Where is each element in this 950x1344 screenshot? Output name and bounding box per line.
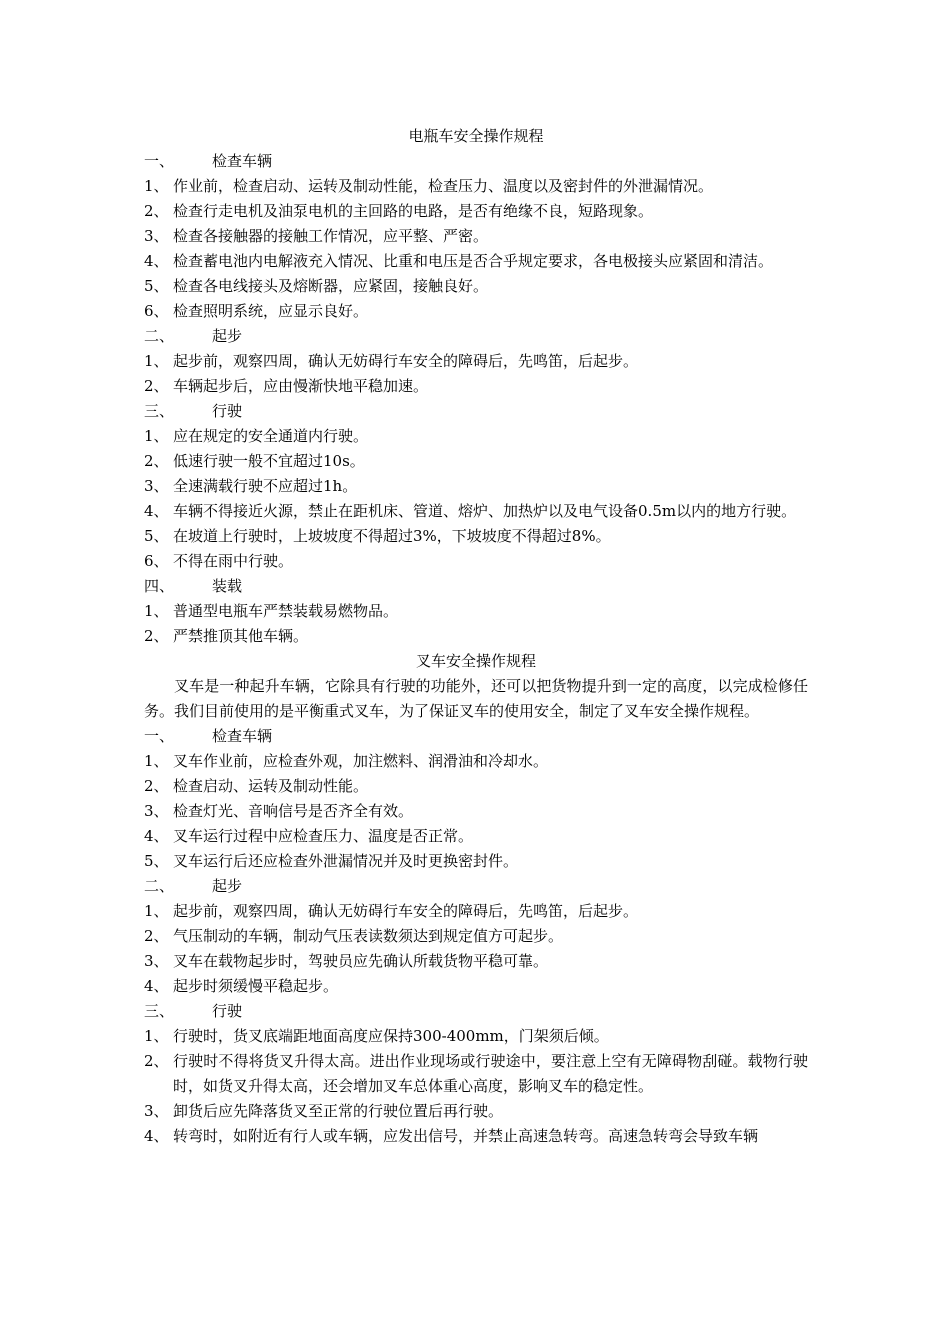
item-text: 检查灯光、音响信号是否齐全有效。 [173,802,414,820]
item-number: 2、 [144,927,169,945]
section-title: 起步 [212,327,243,345]
doc1-section-3-heading [144,399,808,424]
item-number: 1、 [144,752,169,770]
list-item [144,424,808,449]
item-text: 在坡道上行驶时，上坡坡度不得超过3%，下坡坡度不得超过8%。 [173,527,611,545]
item-number: 2、 [144,202,169,220]
item-text: 检查启动、运转及制动性能。 [173,777,369,795]
item-text: 检查各接触器的接触工作情况，应平整、严密。 [173,227,489,245]
item-text: 起步前，观察四周，确认无妨碍行车安全的障碍后，先鸣笛，后起步。 [173,902,639,920]
item-number: 5、 [144,852,169,870]
section-title: 检查车辆 [212,727,273,745]
list-item [144,274,808,299]
item-number: 3、 [144,952,169,970]
list-item [144,824,808,849]
item-text: 叉车运行过程中应检查压力、温度是否正常。 [173,827,474,845]
item-text: 不得在雨中行驶。 [173,552,294,570]
doc1-section-1-heading [144,149,808,174]
list-item [144,599,808,624]
list-item [144,899,808,924]
item-number: 4、 [144,502,169,520]
section-number: 一、 [144,152,175,170]
section-number: 一、 [144,727,175,745]
item-number: 1、 [144,427,169,445]
item-number: 5、 [144,277,169,295]
list-item [144,449,808,474]
item-text: 全速满载行驶不应超过1h。 [173,477,358,495]
item-text: 严禁推顶其他车辆。 [173,627,309,645]
section-number: 二、 [144,877,175,895]
item-number: 4、 [144,827,169,845]
item-number: 4、 [144,1127,169,1145]
item-text: 车辆不得接近火源，禁止在距机床、管道、熔炉、加热炉以及电气设备0.5m以内的地方行驶。 [173,502,797,520]
item-number: 6、 [144,302,169,320]
item-number: 1、 [144,1027,169,1045]
item-number: 2、 [144,377,169,395]
item-number: 2、 [144,452,169,470]
list-item [144,1099,808,1124]
section-number: 三、 [144,1002,175,1020]
item-text: 起步时须缓慢平稳起步。 [173,977,339,995]
list-item [144,924,808,949]
doc2-section-3-heading [144,999,808,1024]
list-item [144,799,808,824]
list-item [144,299,808,324]
section-number: 四、 [144,577,175,595]
list-item [144,949,808,974]
list-item [144,624,808,649]
section-title: 行驶 [212,1002,243,1020]
item-text: 气压制动的车辆，制动气压表读数须达到规定值方可起步。 [173,927,564,945]
section-title: 装载 [212,577,243,595]
item-number: 3、 [144,227,169,245]
doc1-section-2-heading [144,324,808,349]
list-item [144,524,808,549]
doc1-section-4-heading [144,574,808,599]
doc1-title: 电瓶车安全操作规程 [408,127,544,145]
list-item [144,549,808,574]
item-number: 4、 [144,977,169,995]
list-item [144,199,808,224]
item-number: 3、 [144,477,169,495]
item-number: 5、 [144,527,169,545]
item-number: 1、 [144,177,169,195]
list-item [144,224,808,249]
item-text: 车辆起步后，应由慢渐快地平稳加速。 [173,377,429,395]
section-title: 行驶 [212,402,243,420]
list-item [144,249,808,274]
doc2-intro-paragraph: 叉车是一种起升车辆，它除具有行驶的功能外，还可以把货物提升到一定的高度，以完成检修任务。我们目前使用的是平衡重式叉车，为了保证叉车的使用安全，制定了叉车安全操作规程。 [144,677,808,720]
item-text: 检查蓄电池内电解液充入情况、比重和电压是否合乎规定要求，各电极接头应紧固和清洁。 [173,252,774,270]
doc2-section-2-heading [144,874,808,899]
doc2-section-1-heading [144,724,808,749]
item-number: 4、 [144,252,169,270]
item-text: 应在规定的安全通道内行驶。 [173,427,369,445]
list-item [144,374,808,399]
item-text: 叉车在载物起步时，驾驶员应先确认所载货物平稳可靠。 [173,952,549,970]
list-item [144,749,808,774]
item-number: 1、 [144,602,169,620]
section-number: 二、 [144,327,175,345]
item-number: 6、 [144,552,169,570]
item-text: 检查各电线接头及熔断器，应紧固，接触良好。 [173,277,489,295]
list-item [144,1049,808,1099]
list-item [144,499,808,524]
list-item [144,774,808,799]
list-item [144,349,808,374]
item-text: 卸货后应先降落货叉至正常的行驶位置后再行驶。 [173,1102,504,1120]
item-number: 1、 [144,352,169,370]
item-text: 转弯时，如附近有行人或车辆，应发出信号，并禁止高速急转弯。高速急转弯会导致车辆 [173,1127,759,1145]
item-text: 低速行驶一般不宜超过10s。 [173,452,365,470]
item-number: 3、 [144,1102,169,1120]
item-text: 普通型电瓶车严禁装载易燃物品。 [173,602,399,620]
item-text: 检查行走电机及油泵电机的主回路的电路，是否有绝缘不良，短路现象。 [173,202,654,220]
doc2-title: 叉车安全操作规程 [415,652,536,670]
item-number: 2、 [144,1052,169,1070]
item-number: 2、 [144,777,169,795]
item-text: 行驶时不得将货叉升得太高。进出作业现场或行驶途中，要注意上空有无障碍物刮碰。载物行驶时，如货叉升得太高，还会增加叉车总体重心高度，影响叉车的稳定性。 [173,1052,808,1095]
section-title: 起步 [212,877,243,895]
item-text: 起步前，观察四周，确认无妨碍行车安全的障碍后，先鸣笛，后起步。 [173,352,639,370]
item-text: 检查照明系统，应显示良好。 [173,302,369,320]
list-item [144,974,808,999]
item-number: 1、 [144,902,169,920]
item-text: 叉车作业前，应检查外观，加注燃料、润滑油和冷却水。 [173,752,549,770]
item-text: 作业前，检查启动、运转及制动性能，检查压力、温度以及密封件的外泄漏情况。 [173,177,714,195]
list-item [144,849,808,874]
list-item [144,1024,808,1049]
item-number: 2、 [144,627,169,645]
list-item [144,474,808,499]
list-item [144,1124,808,1149]
item-number: 3、 [144,802,169,820]
section-number: 三、 [144,402,175,420]
list-item [144,174,808,199]
document-body [144,124,808,1149]
section-title: 检查车辆 [212,152,273,170]
item-text: 行驶时，货叉底端距地面高度应保持300-400mm，门架须后倾。 [173,1027,609,1045]
item-text: 叉车运行后还应检查外泄漏情况并及时更换密封件。 [173,852,519,870]
